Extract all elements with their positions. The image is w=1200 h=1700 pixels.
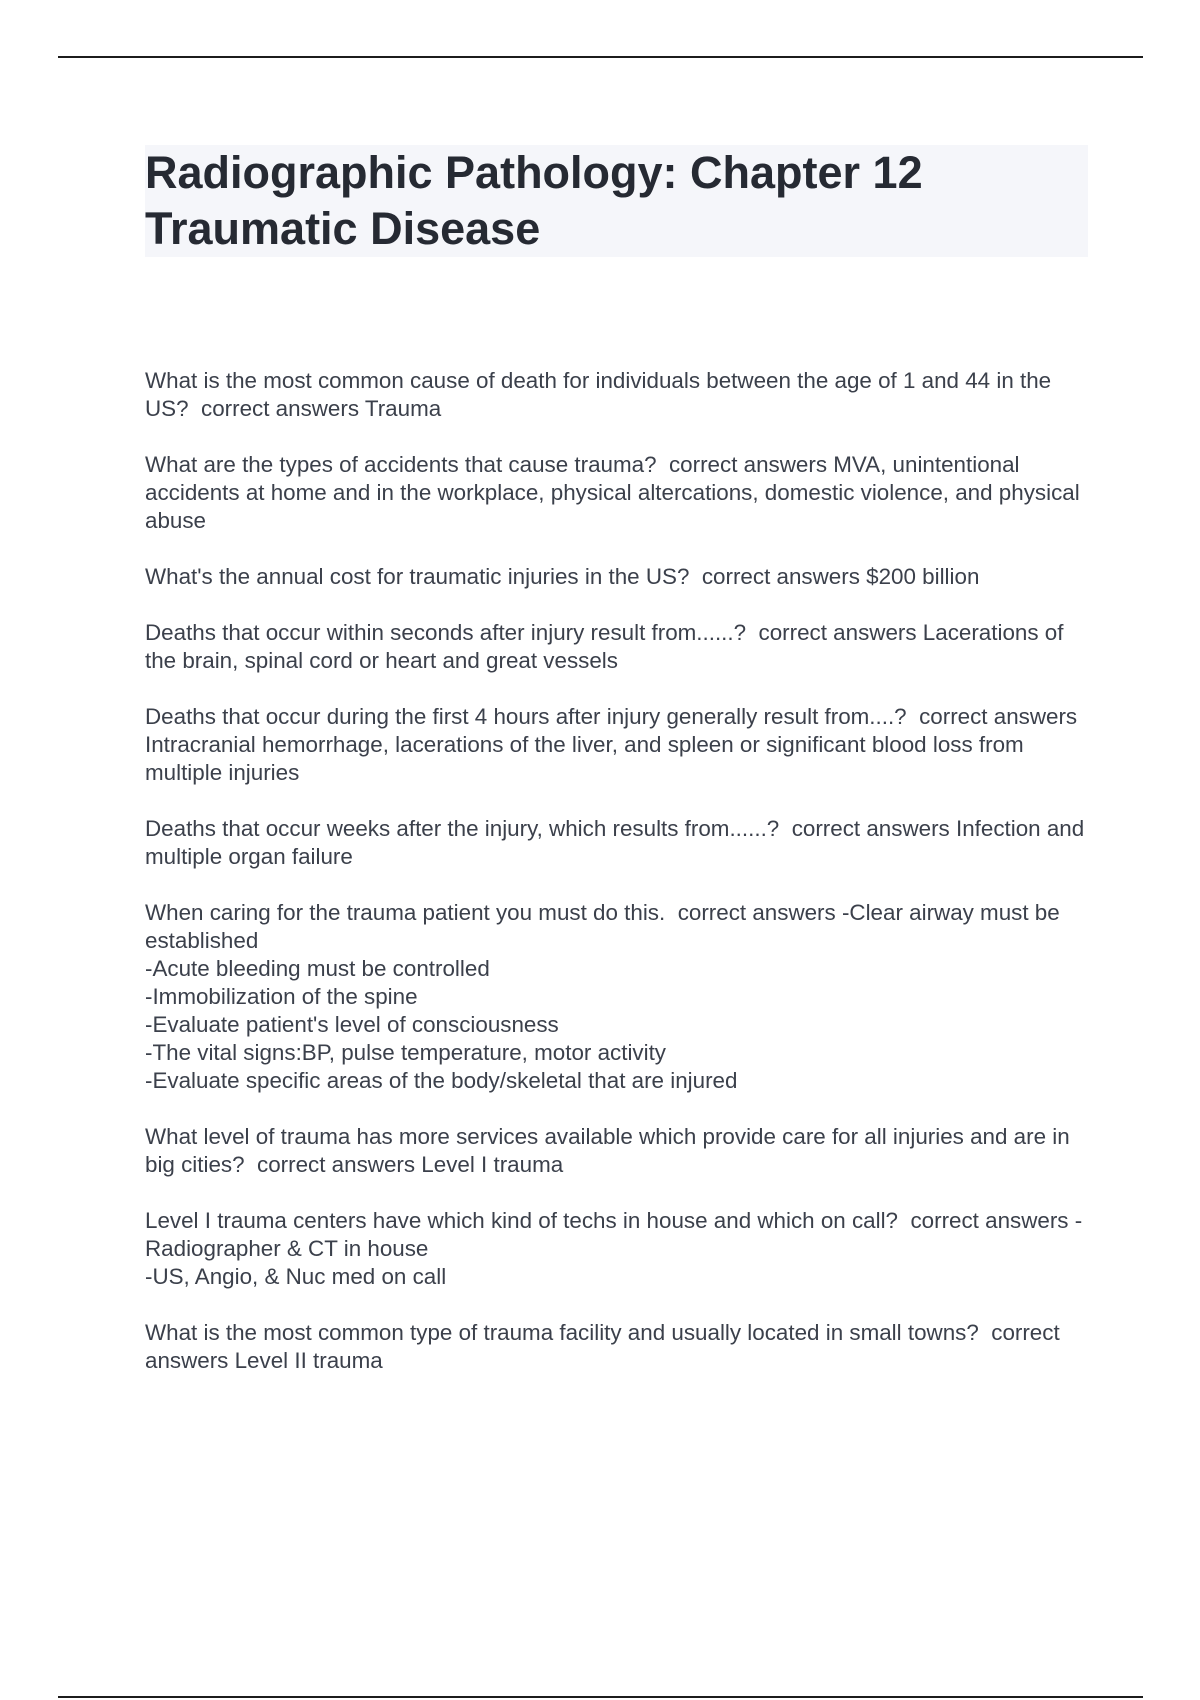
answer-prefix: correct answers xyxy=(910,1208,1069,1233)
qa-item xyxy=(145,563,1095,591)
question-text: Deaths that occur during the first 4 hours after injury generally result from....? xyxy=(145,704,907,729)
answer-prefix: correct answers xyxy=(701,564,860,589)
question-text: What is the most common cause of death for individuals between the age of 1 and 44 in the US? xyxy=(145,368,1058,421)
answer-text: $200 billion xyxy=(866,564,980,589)
answer-text: -US, Angio, & Nuc med on call xyxy=(145,1264,447,1289)
answer-prefix: correct answers xyxy=(257,1152,416,1177)
answer-prefix: correct answers xyxy=(758,620,917,645)
qa-item xyxy=(145,815,1095,871)
qa-item xyxy=(145,451,1095,535)
answer-text: Infection and multiple organ failure xyxy=(145,816,1091,869)
qa-item xyxy=(145,1123,1095,1179)
question-text: What's the annual cost for traumatic injuries in the US? xyxy=(145,564,690,589)
qa-item xyxy=(145,703,1095,787)
answer-text: -Clear airway must be established xyxy=(145,900,1066,953)
answer-text: -Evaluate patient's level of consciousness xyxy=(145,1012,559,1037)
answer-text: Trauma xyxy=(364,396,442,421)
qa-list xyxy=(145,367,1095,1403)
question-text: What are the types of accidents that cause trauma? xyxy=(145,452,657,477)
answer-text: Level II trauma xyxy=(234,1348,383,1373)
answer-text: -The vital signs:BP, pulse temperature, motor activity xyxy=(145,1040,667,1065)
answer-text: Intracranial hemorrhage, lacerations of the liver, and spleen or significant blood loss from multiple injuries xyxy=(145,732,1030,785)
answer-text: -Radiographer & CT in house xyxy=(145,1208,1083,1261)
answer-text: -Immobilization of the spine xyxy=(145,984,418,1009)
qa-item xyxy=(145,619,1095,675)
question-text: Deaths that occur weeks after the injury, which results from......? xyxy=(145,816,780,841)
bottom-rule xyxy=(58,1696,1143,1698)
answer-text: -Evaluate specific areas of the body/skeletal that are injured xyxy=(145,1068,738,1093)
qa-item xyxy=(145,899,1095,1095)
title-line-1: Radiographic Pathology: Chapter 12 xyxy=(145,147,923,198)
answer-text: Level I trauma xyxy=(421,1152,564,1177)
qa-item xyxy=(145,1207,1095,1291)
answer-prefix: correct answers xyxy=(677,900,836,925)
question-text: What level of trauma has more services available which provide care for all injuries and are in big cities? xyxy=(145,1124,1076,1177)
answer-prefix: correct answers xyxy=(668,452,828,477)
answer-text: Lacerations of the brain, spinal cord or heart and great vessels xyxy=(145,620,1070,673)
answer-prefix: correct answers xyxy=(145,1320,1066,1373)
question-text: When caring for the trauma patient you must do this. xyxy=(145,900,666,925)
title-block xyxy=(145,145,1088,257)
answer-prefix: correct answers xyxy=(791,816,950,841)
question-text: Deaths that occur within seconds after injury result from......? xyxy=(145,620,747,645)
answer-text: MVA, unintentional accidents at home and in the workplace, physical altercations, domestic violence, and physical abuse xyxy=(145,452,1086,533)
title-line-2: Traumatic Disease xyxy=(145,203,541,254)
question-text: Level I trauma centers have which kind of techs in house and which on call? xyxy=(145,1208,899,1233)
document-title xyxy=(145,145,1088,257)
top-rule xyxy=(58,56,1143,58)
answer-prefix: correct answers xyxy=(201,396,360,421)
answer-text: -Acute bleeding must be controlled xyxy=(145,956,490,981)
answer-prefix: correct answers xyxy=(919,704,1078,729)
question-text: What is the most common type of trauma facility and usually located in small towns? xyxy=(145,1320,979,1345)
qa-item xyxy=(145,367,1095,423)
qa-item xyxy=(145,1319,1095,1375)
